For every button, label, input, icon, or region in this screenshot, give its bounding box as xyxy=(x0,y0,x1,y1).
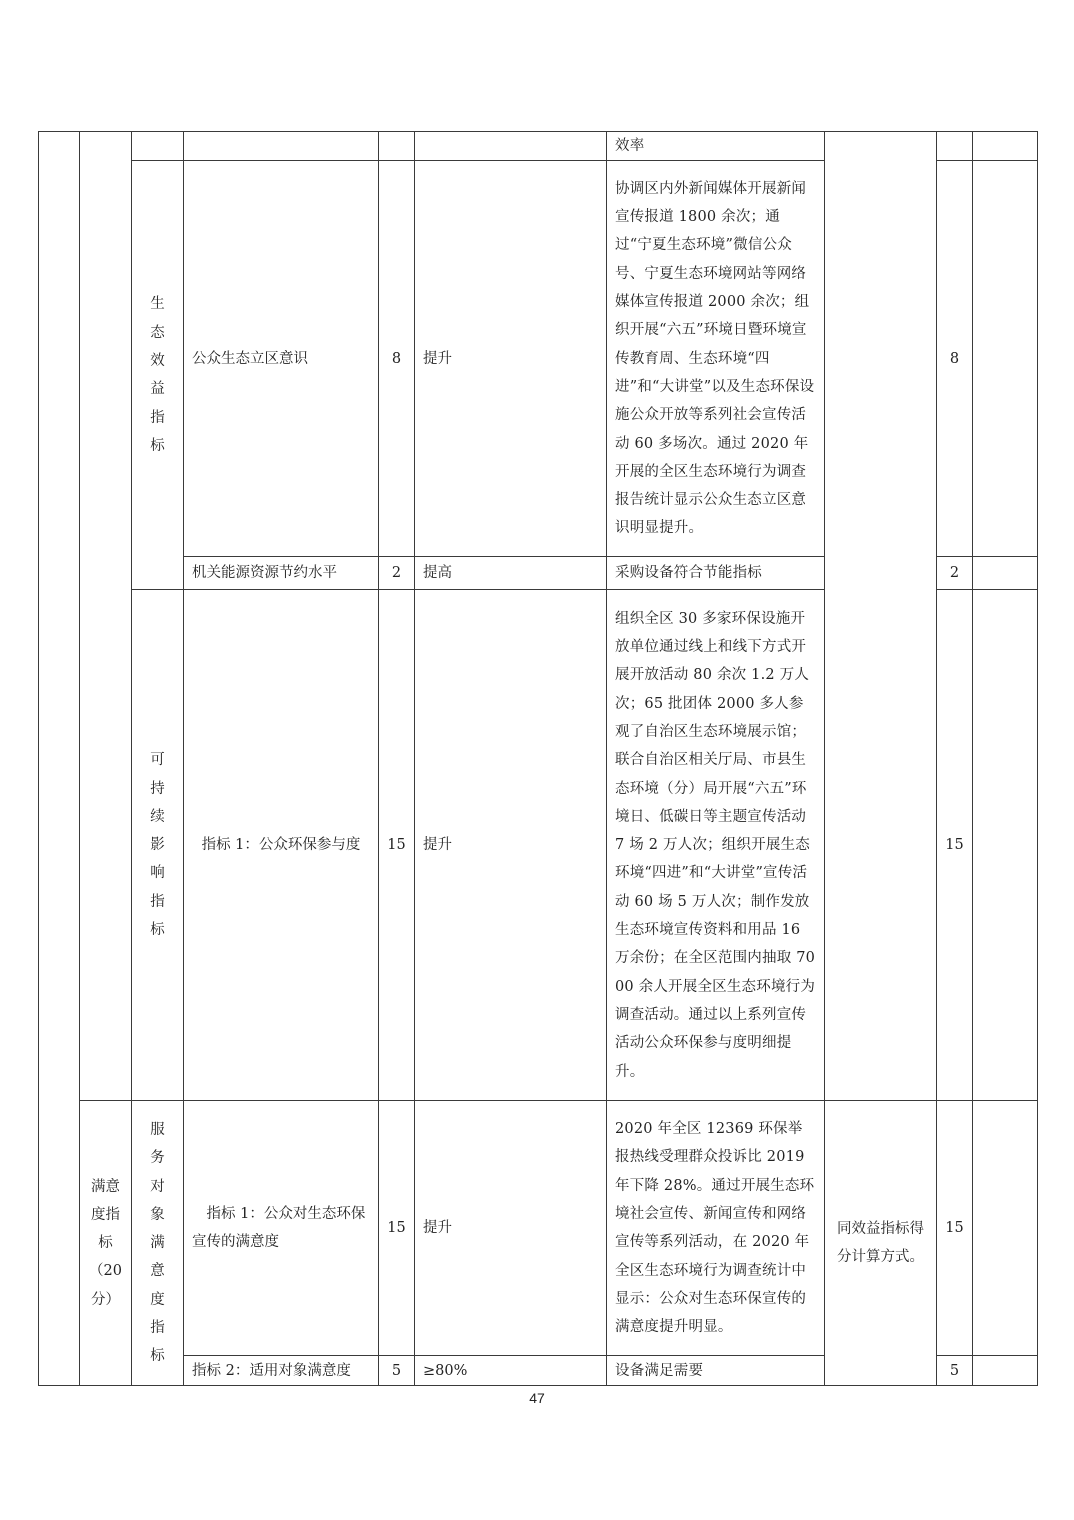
table-row xyxy=(39,132,1038,161)
weight-cell: 15 xyxy=(379,590,415,1101)
remark-cell xyxy=(973,557,1038,590)
remark-cell xyxy=(973,161,1038,557)
target-cell: 提升 xyxy=(415,161,607,557)
weight-cell xyxy=(379,132,415,161)
score-cell xyxy=(937,132,973,161)
detail-cell: 采购设备符合节能指标 xyxy=(607,557,825,590)
weight-cell: 15 xyxy=(379,1101,415,1356)
score-cell: 15 xyxy=(937,1101,973,1356)
indicator-cell: 机关能源资源节约水平 xyxy=(184,557,379,590)
weight-cell: 5 xyxy=(379,1356,415,1386)
remark-cell xyxy=(973,1356,1038,1386)
target-cell: ≥80% xyxy=(415,1356,607,1386)
category-label-satisfaction: 满意度指标（20分） xyxy=(80,1101,132,1386)
score-cell: 8 xyxy=(937,161,973,557)
remark-cell xyxy=(973,1101,1038,1356)
remark-cell xyxy=(973,590,1038,1101)
indicator-cell: 公众生态立区意识 xyxy=(184,161,379,557)
group-label-ecological: 生态效益指标 xyxy=(132,161,184,590)
second-level-cell xyxy=(132,132,184,161)
indicator-cell: 指标 1：公众环保参与度 xyxy=(184,590,379,1101)
group-label-service-satisfaction: 服务对象满意度指标 xyxy=(132,1101,184,1386)
detail-cell: 2020 年全区 12369 环保举报热线受理群众投诉比 2019 年下降 28%。通过开展生态环境社会宣传、新闻宣传和网络宣传等系列活动，在 2020 年全区生态环境行为调查统计中显示：公众对生态环保宣传的满意度提升明显。 xyxy=(607,1101,825,1356)
detail-cell: 组织全区 30 多家环保设施开放单位通过线上和线下方式开展开放活动 80 余次 1.2 万人次；65 批团体 2000 多人参观了自治区生态环境展示馆；联合自治区相关厅局、市县生态环境（分）局开展“六五”环境日、低碳日等主题宣传活动 7 场 2 万人次；组织开展生态环境“四进”和“大讲堂”宣传活动 60 场 5 万人次；制作发放生态环境宣传资料和用品 16 万余份；在全区范围内抽取 7000 余人开展全区生态环境行为调查活动。通过以上系列宣传活动公众环保参与度明细提升。 xyxy=(607,590,825,1101)
target-cell xyxy=(415,132,607,161)
indicator-cell xyxy=(184,132,379,161)
remark-cell xyxy=(973,132,1038,161)
table-row xyxy=(39,1101,1038,1356)
target-cell: 提升 xyxy=(415,1101,607,1356)
target-cell: 提高 xyxy=(415,557,607,590)
indicator-cell: 指标 1：公众对生态环保宣传的满意度 xyxy=(184,1101,379,1356)
indicator-cell: 指标 2：适用对象满意度 xyxy=(184,1356,379,1386)
performance-evaluation-table xyxy=(38,131,1038,1386)
detail-cell: 协调区内外新闻媒体开展新闻宣传报道 1800 余次；通过“宁夏生态环境”微信公众号、宁夏生态环境网站等网络媒体宣传报道 2000 余次；组织开展“六五”环境日暨环境宣传教育周、生态环境“四进”和“大讲堂”以及生态环保设施公众开放等系列社会宣传活动 60 多场次。通过 2020 年开展的全区生态环境行为调查报告统计显示公众生态立区意识明显提升。 xyxy=(607,161,825,557)
score-cell: 2 xyxy=(937,557,973,590)
weight-cell: 2 xyxy=(379,557,415,590)
score-cell: 5 xyxy=(937,1356,973,1386)
page-number: 47 xyxy=(529,1390,545,1406)
scoring-method-cell xyxy=(825,132,937,1101)
group-label-sustainable: 可持续影响指标 xyxy=(132,590,184,1101)
scoring-method-cell: 同效益指标得分计算方式。 xyxy=(825,1101,937,1386)
detail-cell: 效率 xyxy=(607,132,825,161)
target-cell: 提升 xyxy=(415,590,607,1101)
weight-cell: 8 xyxy=(379,161,415,557)
first-level-category-cell xyxy=(80,132,132,1101)
category-column-cell xyxy=(39,132,80,1386)
score-cell: 15 xyxy=(937,590,973,1101)
detail-cell: 设备满足需要 xyxy=(607,1356,825,1386)
